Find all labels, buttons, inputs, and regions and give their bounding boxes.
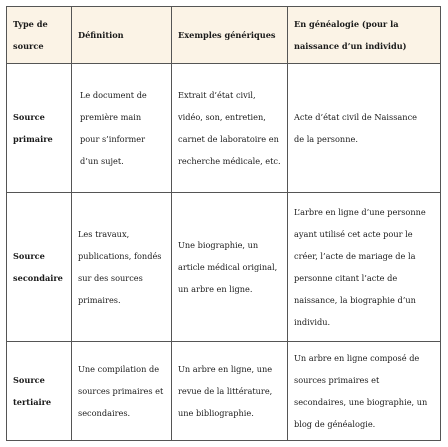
table-row: [7, 64, 441, 193]
cell-definition: Les travaux, publications, fondés sur des sources primaires.: [72, 193, 172, 342]
row-type-primary: Source primaire: [7, 64, 72, 193]
header-type: Type de source: [7, 7, 72, 64]
cell-definition: Le document de première main pour s’informer d’un sujet.: [72, 64, 172, 193]
cell-genealogy: L’arbre en ligne d’une personne ayant utilisé cet acte pour le créer, l’acte de mariage de la personne citant l’acte de naissance, la biographie d’un individu.: [288, 193, 441, 342]
cell-examples: Extrait d’état civil, vidéo, son, entretien, carnet de laboratoire en recherche médicale, etc.: [172, 64, 288, 193]
cell-examples: Une biographie, un article médical original, un arbre en ligne.: [172, 193, 288, 342]
table-row: [7, 193, 441, 342]
header-examples: Exemples génériques: [172, 7, 288, 64]
row-type-tertiary: Source tertiaire: [7, 342, 72, 441]
header-definition: Définition: [72, 7, 172, 64]
cell-genealogy: Un arbre en ligne composé de sources primaires et secondaires, une biographie, un blog de généalogie.: [288, 342, 441, 441]
cell-genealogy: Acte d’état civil de Naissance de la personne.: [288, 64, 441, 193]
cell-definition: Une compilation de sources primaires et secondaires.: [72, 342, 172, 441]
sources-table-container: [6, 6, 440, 440]
sources-table: [6, 6, 441, 441]
header-genealogy: En généalogie (pour la naissance d’un individu): [288, 7, 441, 64]
table-header-row: [7, 7, 441, 64]
table-row: [7, 342, 441, 441]
cell-examples: Un arbre en ligne, une revue de la littérature, une bibliographie.: [172, 342, 288, 441]
row-type-secondary: Source secondaire: [7, 193, 72, 342]
